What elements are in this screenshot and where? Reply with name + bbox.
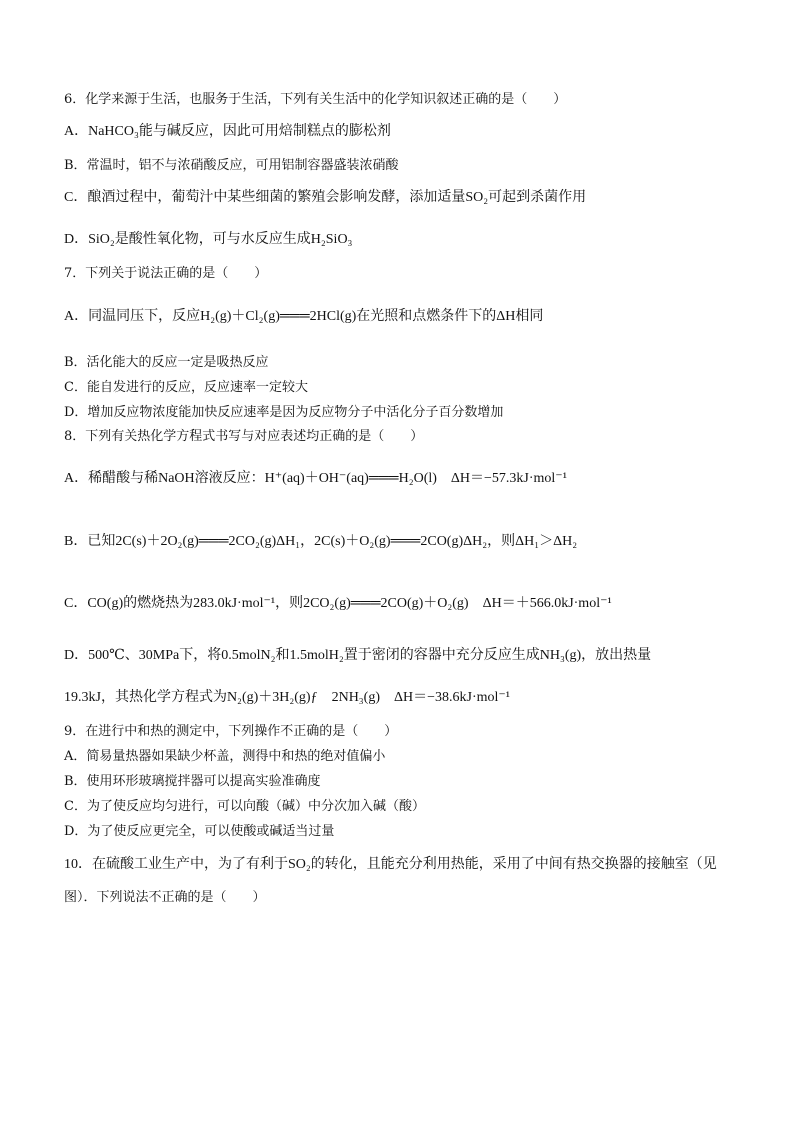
question-9-option-b: B．使用环形玻璃搅拌器可以提高实验准确度: [64, 774, 321, 789]
question-7-option-b: B．活化能大的反应一定是吸热反应: [64, 355, 269, 370]
question-8-option-d: D．500℃、30MPa下，将0.5molN₂和1.5molH₂置于密闭的容器中充分反应生成NH₃(g)，放出热量: [64, 648, 652, 663]
question-10-stem: 10．在硫酸工业生产中，为了有利于SO₂的转化，且能充分利用热能，采用了中间有热交换器的接触室（见: [64, 857, 717, 872]
question-8-option-d-continued: 19.3kJ，其热化学方程式为N₂(g)＋3H₂(g)ƒ 2NH₃(g) ΔH＝−38.6kJ·mol⁻¹: [64, 690, 510, 705]
question-7-option-c: C．能自发进行的反应，反应速率一定较大: [64, 380, 308, 395]
question-6-stem: 6．化学来源于生活，也服务于生活，下列有关生活中的化学知识叙述正确的是（ ）: [64, 92, 567, 107]
question-6-option-c: C．酿酒过程中，葡萄汁中某些细菌的繁殖会影响发酵，添加适量SO₂可起到杀菌作用: [64, 190, 587, 205]
question-9-option-d: D．为了使反应更完全，可以使酸或碱适当过量: [64, 824, 335, 839]
question-8-option-b: B．已知2C(s)＋2O₂(g)═══2CO₂(g)ΔH₁，2C(s)＋O₂(g)═══2CO(g)ΔH₂，则ΔH₁＞ΔH₂: [64, 534, 578, 549]
question-9-stem: 9．在进行中和热的测定中，下列操作不正确的是（ ）: [64, 724, 398, 739]
question-7-stem: 7．下列关于说法正确的是（ ）: [64, 266, 268, 281]
question-9-option-c: C．为了使反应均匀进行，可以向酸（碱）中分次加入碱（酸）: [64, 799, 425, 814]
question-7-option-a: A．同温同压下，反应H₂(g)＋Cl₂(g)═══2HCl(g)在光照和点燃条件下的ΔH相同: [64, 309, 544, 324]
question-8-option-a: A．稀醋酸与稀NaOH溶液反应：H⁺(aq)＋OH⁻(aq)═══H₂O(l) ΔH＝−57.3kJ·mol⁻¹: [64, 471, 567, 486]
question-6-option-d: D．SiO₂是酸性氧化物，可与水反应生成H₂SiO₃: [64, 232, 353, 247]
question-6-option-a: A．NaHCO₃能与碱反应，因此可用焙制糕点的膨松剂: [64, 124, 391, 139]
question-6-option-b: B．常温时，铝不与浓硝酸反应，可用铝制容器盛装浓硝酸: [64, 158, 399, 173]
question-10-stem-continued: 图）．下列说法不正确的是（ ）: [64, 890, 266, 905]
question-9-option-a: A．简易量热器如果缺少杯盖，测得中和热的绝对值偏小: [64, 749, 386, 764]
question-8-option-c: C．CO(g)的燃烧热为283.0kJ·mol⁻¹，则2CO₂(g)═══2CO(g)＋O₂(g) ΔH＝＋566.0kJ·mol⁻¹: [64, 596, 612, 611]
question-8-stem: 8．下列有关热化学方程式书写与对应表述均正确的是（ ）: [64, 429, 424, 444]
question-7-option-d: D．增加反应物浓度能加快反应速率是因为反应物分子中活化分子百分数增加: [64, 405, 504, 420]
